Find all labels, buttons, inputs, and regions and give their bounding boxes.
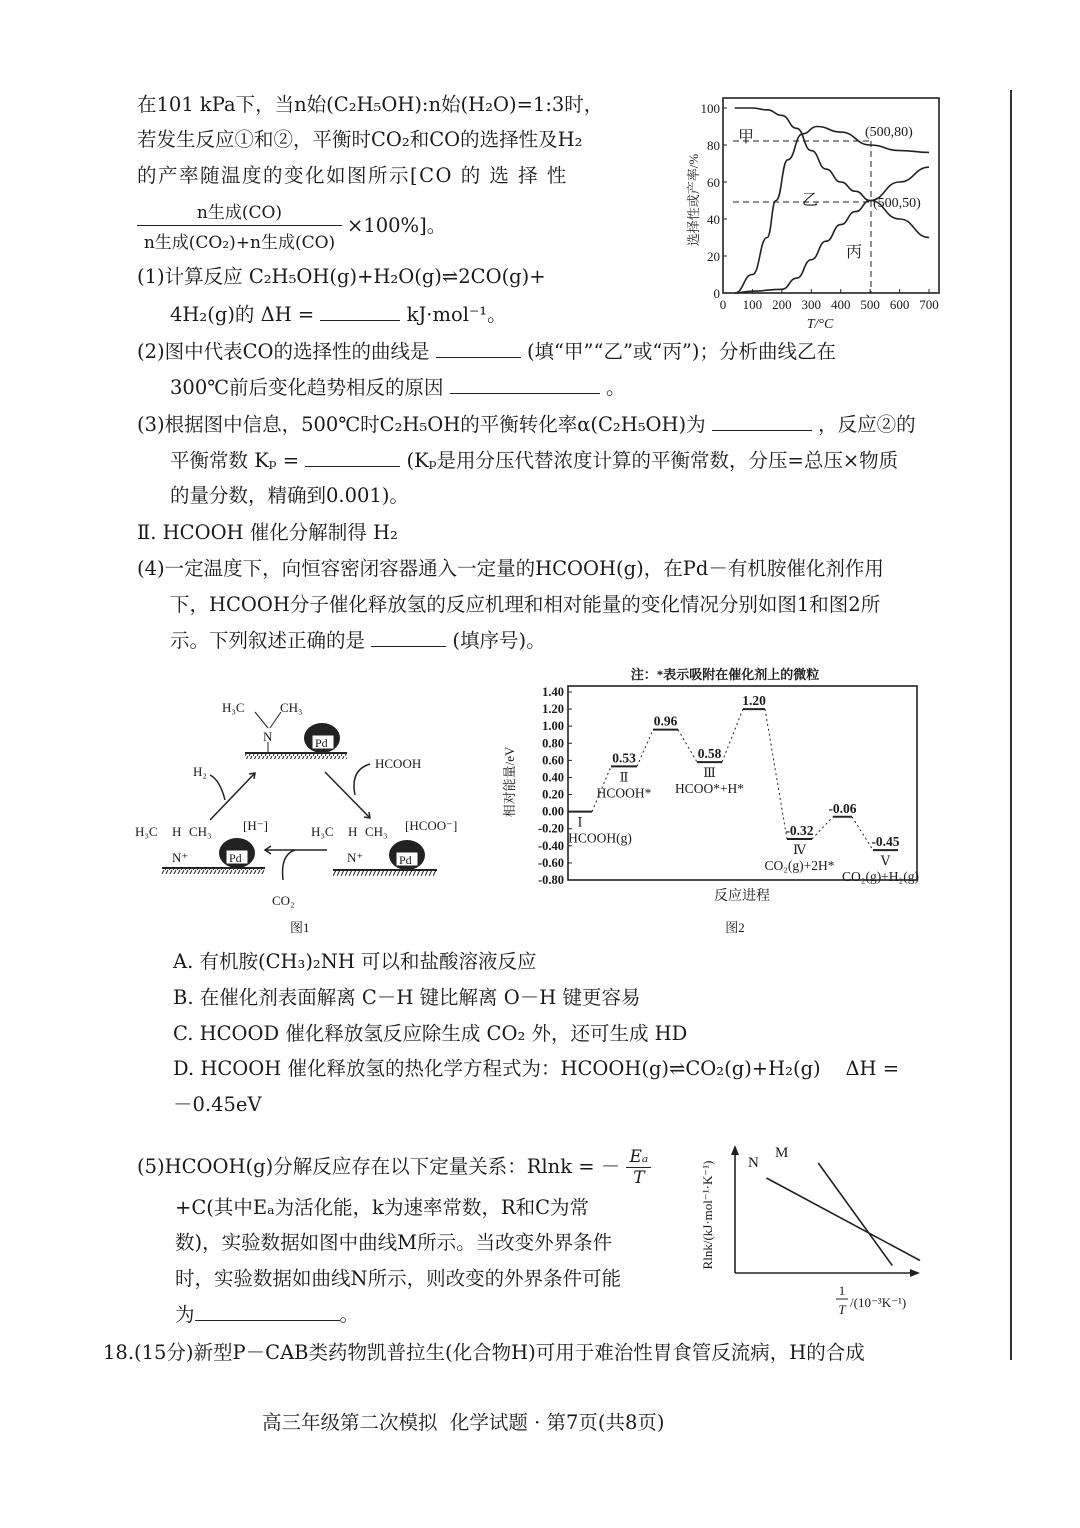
q1-line-2 [170,302,507,328]
label-h3c: H₃C [222,700,245,715]
figure1-caption: 图1 [290,920,310,935]
annotation-500-80: (500,80) [865,125,913,140]
intro-line-3: 的产率随温度的变化如图所示[CO 的 选 择 性 [137,164,568,187]
line-m [818,1163,892,1266]
page-footer: 高三年级第二次模拟 化学试题 · 第7页(共8页) [262,1411,665,1434]
q4-line-2: 下，HCOOH分子催化释放氢的反应机理和相对能量的变化情况分别如图1和图2所 [170,593,881,616]
option-d: D. HCOOH 催化释放氢的热化学方程式为：HCOOH(g)⇌CO₂(g)+H₂(g) ΔH = [173,1057,900,1080]
label-n: N [263,729,273,744]
energy-connector [722,709,743,762]
species-label: CO₂(g)+2H* [764,857,835,873]
y-tick-label: 0.00 [542,804,564,819]
q1-line-1: (1)计算反应 C₂H₅OH(g)+H₂O(g)⇌2CO(g)+ [137,265,546,288]
annotation-500-50: (500,50) [873,196,921,211]
label-h-minus: [H⁻] [243,818,268,833]
q3-line-2 [170,448,898,474]
q5-line-5 [175,1302,359,1328]
state-roman-label: Ⅱ [619,769,629,785]
surface-left [135,818,268,874]
y-tick-label: 100 [700,101,720,116]
label-pd: Pd [229,851,242,865]
q1-unit: kJ·mol⁻¹。 [406,303,507,326]
y-axis-arrow-icon [731,1145,739,1155]
energy-value-label: 0.58 [697,746,722,762]
label-ch3: CH₃ [189,824,212,839]
y-tick-label: 0.80 [542,736,564,751]
section-2-heading: Ⅱ. HCOOH 催化分解制得 H₂ [137,521,398,544]
state-roman-label: Ⅴ [880,853,891,869]
option-d-cont: －0.45eV [173,1093,262,1116]
energy-connector [765,709,787,839]
energy-value-label: 1.20 [742,693,766,709]
chart2-xlabel: 反应进程 [714,889,770,904]
q4-text: 示。下列叙述正确的是 [170,629,366,652]
q5-line-4: 时，实验数据如曲线N所示，则改变的外界条件可能 [175,1267,622,1290]
label-ch3: CH₃ [280,700,303,715]
surface-right [311,818,457,876]
label-h2: H₂ [193,764,207,779]
intro-line-2: 若发生反应①和②，平衡时CO₂和CO的选择性及H₂ [137,128,583,151]
chart1-ylabel: 选择性或产率/% [686,153,701,247]
energy-value-label: 0.96 [653,713,678,729]
state-roman-label: Ⅳ [793,841,806,857]
x-tick-label: 400 [830,297,851,312]
selectivity-chart [686,90,950,335]
label-co2: CO₂ [272,893,295,908]
species-label: HCOOH* [596,785,652,801]
chart2-caption: 图2 [725,920,745,935]
q4-answer-blank[interactable] [371,628,446,647]
y-tick-label: -0.40 [537,838,564,853]
surface-top [222,700,347,759]
q5-line-1 [137,1147,651,1188]
q3-line-1 [137,412,916,438]
y-tick-label: -0.80 [537,873,564,887]
state-roman-label: Ⅰ [577,814,583,830]
curve-bing [735,167,929,293]
formula-numerator: n生成(CO) [137,198,342,226]
y-tick-label: 40 [707,212,720,227]
label-h3c: H₃C [135,824,158,839]
q2-line-1 [137,339,836,365]
y-tick-label: 60 [707,175,720,190]
label-nplus: N⁺ [172,850,189,865]
fraction-ea: Eₐ [626,1147,651,1168]
q5-period: 。 [339,1303,360,1326]
curve-label-bing: 丙 [846,244,863,261]
chart2-ylabel: 相对能量/eV [502,746,517,818]
label-h3c: H₃C [311,824,334,839]
line-label-n: N [748,1155,759,1171]
energy-value-label: -0.32 [785,822,814,838]
y-tick-label: 0.60 [542,753,564,768]
y-tick-label: 1.20 [542,702,564,717]
y-tick-label: 0.40 [542,770,564,785]
chart1-xlabel: T/°C [806,317,834,332]
q2-text-2: (填“甲”“乙”或“丙”)；分析曲线乙在 [526,340,836,363]
line-label-m: M [775,1145,789,1161]
label-pd: Pd [399,853,412,867]
state-roman-label: Ⅲ [703,765,716,781]
q2-text-3: 300℃前后变化趋势相反的原因 [170,376,444,399]
curve-label-yi: 乙 [802,192,819,209]
formula-tail: ×100%]。 [347,214,447,237]
q1-answer-blank[interactable] [320,302,400,321]
species-label: HCOO*+H* [674,781,745,797]
q5-line-3: 数)，实验数据如图中曲线M所示。当改变外界条件 [175,1231,613,1254]
q2-curve-blank[interactable] [436,339,521,358]
x-tick-label: 100 [742,297,763,312]
energy-connector [812,817,833,839]
energy-value-label: -0.45 [871,834,900,850]
q4-line-1: (4)一定温度下，向恒容密闭容器通入一定量的HCOOH(g)，在Pd－有机胺催化剂作用 [137,557,884,580]
xlabel-unit: /(10⁻³K⁻¹) [850,1295,907,1310]
y-tick-label: -0.60 [537,855,564,870]
co-selectivity-formula [137,198,447,253]
q3-text-2: ，反应②的 [818,413,916,436]
y-tick-label: 80 [707,138,720,153]
option-a: A. 有机胺(CH₃)₂NH 可以和盐酸溶液反应 [173,950,537,973]
q2-text: (2)图中代表CO的选择性的曲线是 [137,340,430,363]
label-pd: Pd [315,736,328,750]
energy-connector [637,730,653,767]
label-h: H [348,824,358,839]
formula-denominator: n生成(CO₂)+n生成(CO) [143,233,336,253]
x-tick-label: 500 [860,297,880,312]
xlabel-num: 1 [838,1283,846,1298]
q4-line-3 [170,628,546,654]
page-margin-rule [1010,90,1012,1360]
q5-answer-blank[interactable] [195,1302,340,1321]
q4-text-2: (填序号)。 [452,629,546,652]
x-tick-label: 200 [772,297,792,312]
option-c: C. HCOOD 催化释放氢反应除生成 CO₂ 外，还可生成 HD [173,1022,688,1045]
label-h: H [172,824,182,839]
arrhenius-chart [690,1125,950,1335]
y-tick-label: 1.40 [542,685,564,699]
label-nplus: N⁺ [347,850,364,865]
y-tick-label: 0 [713,286,720,301]
fraction-t: T [633,1168,645,1188]
q3-text-3: (Kₚ是用分压代替浓度计算的平衡常数，分压=总压×物质 [406,449,899,472]
question-18: 18.(15分)新型P－CAB类药物凯普拉生(化合物H)可用于难治性胃食管反流病，H的合成 [103,1341,865,1364]
q3-line-3: 的量分数，精确到0.001)。 [170,484,409,507]
q5-text: (5)HCOOH(g)分解反应存在以下定量关系：Rlnk = － [137,1155,621,1178]
label-hcoo-minus: [HCOO⁻] [405,818,458,833]
y-tick-label: 1.00 [542,719,564,734]
species-label: HCOOH(g) [568,830,632,846]
ea-over-t-fraction [626,1147,651,1188]
q1-text: 4H₂(g)的 ΔH = [170,303,315,326]
chart2-note: 注：*表示吸附在催化剂上的微粒 [630,667,820,682]
q2-reason-blank[interactable] [450,375,600,394]
option-b: B. 在催化剂表面解离 C－H 键比解离 O－H 键更容易 [173,986,641,1009]
line-n [766,1178,920,1261]
q5-text-e: 为 [175,1303,195,1326]
q2-period: 。 [605,376,626,399]
y-tick-label: 20 [707,249,720,264]
energy-value-label: 0.53 [612,750,636,766]
q5-line-2: +C(其中Eₐ为活化能，k为速率常数，R和C为常 [175,1196,590,1219]
x-tick-label: 700 [919,297,939,312]
intro-line-1: 在101 kPa下，当n始(C₂H₅OH):n始(H₂O)=1:3时， [137,93,604,116]
q3-text: (3)根据图中信息，500℃时C₂H₅OH的平衡转化率α(C₂H₅OH)为 [137,413,706,436]
energy-profile-chart [500,660,950,945]
q3-kp-blank[interactable] [305,448,400,467]
q2-line-2 [170,375,625,401]
figure1-mechanism [125,690,475,940]
q3-kp-label: 平衡常数 Kₚ = [170,449,300,472]
energy-connector [852,817,873,850]
label-hcooh: HCOOH [375,756,422,771]
chart3-ylabel: Rlnk/(kJ·mol⁻¹·K⁻¹) [700,1160,715,1270]
y-tick-label: -0.20 [537,821,564,836]
x-tick-label: 600 [889,297,910,312]
energy-value-label: -0.06 [828,800,857,816]
energy-connector [678,730,697,762]
x-tick-label: 300 [801,297,822,312]
y-tick-label: 0.20 [542,787,564,802]
x-tick-label: 0 [719,297,727,312]
species-label: CO₂(g)+H₂(g) [841,869,920,885]
xlabel-den: T [838,1302,846,1317]
curve-label-jia: 甲 [738,129,755,146]
label-ch3: CH₃ [365,824,388,839]
x-axis-arrow-icon [910,1269,920,1277]
q3-conversion-blank[interactable] [712,412,812,431]
